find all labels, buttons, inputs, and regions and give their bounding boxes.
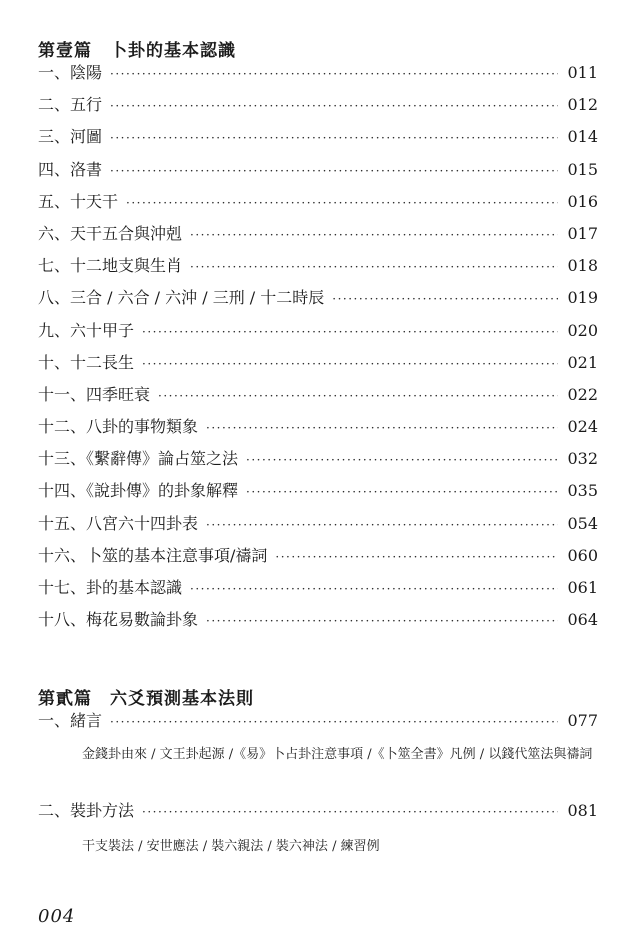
toc-entry	[38, 382, 598, 414]
toc-entry-page: 077	[567, 711, 598, 730]
toc-entry	[38, 221, 598, 253]
toc-entry-label: 七、十二地支與生肖	[38, 256, 183, 276]
toc-entry-page: 032	[567, 449, 598, 469]
toc-entry-page: 018	[567, 256, 598, 276]
toc-entry-label: 五、十天干	[38, 191, 119, 211]
dot-leader	[190, 228, 558, 242]
toc-entry-label: 十四、《說卦傳》的卦象解釋	[38, 481, 239, 501]
toc-entry-page: 015	[567, 159, 598, 179]
chapter-2-toc-continued	[38, 798, 598, 830]
toc-entry-page: 014	[567, 127, 598, 147]
toc-entry	[38, 446, 598, 478]
toc-entry-label: 三、河圖	[38, 127, 103, 147]
dot-leader	[142, 325, 558, 339]
dot-leader	[110, 164, 558, 178]
toc-entry	[38, 253, 598, 285]
toc-entry-page: 012	[567, 95, 598, 115]
toc-entry	[38, 285, 598, 317]
dot-leader	[275, 550, 558, 564]
toc-entry-page: 022	[567, 384, 598, 404]
toc-entry-label: 十、十二長生	[38, 352, 135, 372]
dot-leader	[142, 805, 558, 819]
toc-entry	[38, 157, 598, 189]
toc-entry-label: 十六、卜筮的基本注意事項/禱詞	[38, 545, 268, 565]
toc-entry-label: 二、裝卦方法	[38, 801, 135, 820]
chapter-2-title: 第貳篇 六爻預測基本法則	[38, 689, 254, 709]
toc-entry	[38, 189, 598, 221]
toc-entry-page: 061	[567, 578, 598, 597]
dot-leader	[246, 485, 558, 499]
toc-entry-page: 021	[567, 352, 598, 372]
toc-entry-label: 十八、梅花易數論卦象	[38, 610, 199, 630]
toc-entry-page: 054	[567, 513, 598, 533]
dot-leader	[206, 421, 558, 435]
toc-entry	[38, 607, 598, 639]
toc-entry-page: 020	[567, 320, 598, 340]
toc-entry-page: 019	[567, 288, 598, 308]
dot-leader	[190, 582, 558, 596]
dot-leader	[126, 196, 558, 210]
toc-entry-page: 016	[567, 191, 598, 211]
dot-leader	[206, 614, 558, 628]
toc-entry-label: 十七、卦的基本認識	[38, 578, 183, 597]
toc-entry-label: 八、三合 / 六合 / 六沖 / 三刑 / 十二時辰	[38, 288, 325, 308]
page-number: 004	[38, 906, 76, 927]
dot-leader	[110, 99, 558, 113]
dot-leader	[206, 518, 558, 532]
toc-entry	[38, 414, 598, 446]
chapter-1-toc	[38, 60, 598, 639]
toc-entry	[38, 511, 598, 543]
toc-entry-page: 024	[567, 417, 598, 437]
dot-leader	[110, 67, 558, 81]
toc-entry-description: 金錢卦由來 / 文王卦起源 /《易》卜占卦注意事項 /《卜筮全書》凡例 / 以錢代筮法與禱詞	[82, 747, 593, 762]
toc-entry	[38, 575, 598, 607]
toc-entry-label: 六、天干五合與沖剋	[38, 223, 183, 243]
toc-entry	[38, 350, 598, 382]
chapter-2-toc	[38, 708, 598, 740]
toc-entry-description: 干支裝法 / 安世應法 / 裝六親法 / 裝六神法 / 練習例	[82, 839, 380, 854]
toc-entry-label: 一、緒言	[38, 711, 103, 730]
toc-entry-page: 035	[567, 481, 598, 501]
dot-leader	[158, 389, 558, 403]
toc-entry-page: 060	[567, 545, 598, 565]
toc-entry	[38, 478, 598, 510]
toc-entry-page: 011	[567, 63, 598, 82]
toc-entry-label: 九、六十甲子	[38, 320, 135, 340]
toc-entry-page: 081	[567, 801, 598, 820]
toc-entry-label: 十三、《繫辭傳》論占筮之法	[38, 449, 239, 469]
toc-entry	[38, 318, 598, 350]
toc-entry	[38, 60, 598, 92]
toc-entry-page: 064	[567, 610, 598, 630]
chapter-1-title: 第壹篇 卜卦的基本認識	[38, 41, 236, 61]
toc-entry-label: 十二、八卦的事物類象	[38, 417, 199, 437]
toc-entry-label: 一、陰陽	[38, 63, 103, 82]
dot-leader	[110, 715, 558, 729]
toc-entry-label: 十五、八宮六十四卦表	[38, 513, 199, 533]
dot-leader	[110, 131, 558, 145]
toc-entry-page: 017	[567, 223, 598, 243]
toc-entry	[38, 124, 598, 156]
dot-leader	[246, 453, 558, 467]
toc-entry	[38, 708, 598, 740]
dot-leader	[142, 357, 558, 371]
toc-entry	[38, 92, 598, 124]
toc-entry-label: 十一、四季旺衰	[38, 384, 151, 404]
toc-entry-label: 四、洛書	[38, 159, 103, 179]
dot-leader	[332, 292, 558, 306]
toc-entry-label: 二、五行	[38, 95, 103, 115]
toc-entry	[38, 798, 598, 830]
dot-leader	[190, 260, 558, 274]
toc-entry	[38, 543, 598, 575]
